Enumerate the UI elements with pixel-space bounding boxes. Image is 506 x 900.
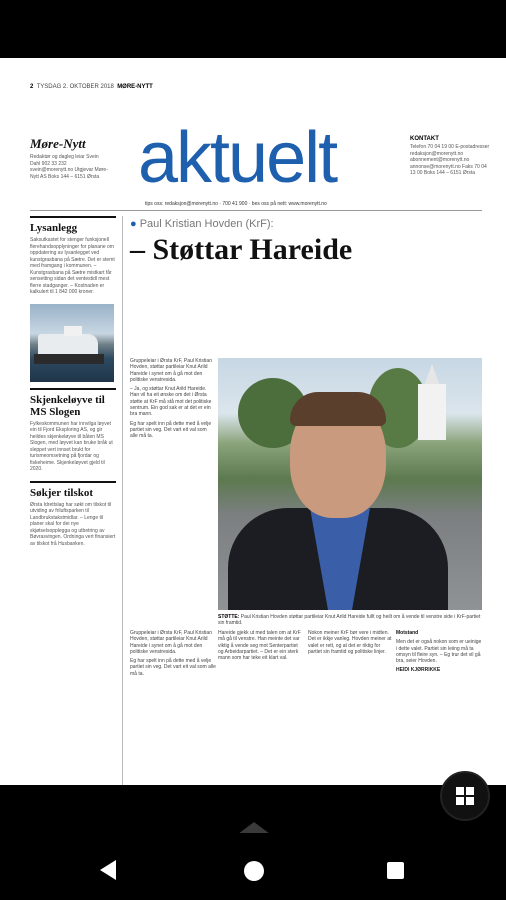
article-column [130, 630, 216, 680]
recent-apps-icon[interactable] [387, 862, 404, 879]
divider [30, 210, 482, 211]
sidebar-heading: Lysanlegg [30, 222, 78, 234]
top-bar [0, 0, 506, 58]
contact-title: KONTAKT [410, 136, 439, 142]
body-paragraph: Eg har spelt inn på dette med å velje partiet sin veg. Det vart eit val som alle må ta. [130, 658, 216, 677]
sidebar-heading: Skjenkeløyve til MS Slogen [30, 393, 105, 418]
contact-line: tips oss: redaksjon@morenytt.no · 700 41 900 · bes oss på nett: www.morenytt.no [145, 201, 327, 207]
masthead-logo: Møre-Nytt [30, 136, 86, 151]
sidebar-text: Fylkeskommunen har innvilga løyvet ein til Fjord Eksploring AS, og gir heildes skjenkeløyve til båten MS Slogen, med løyvet kan bruke bråk ut sleppet vert innset brukt for turismeomsetning på fjordar og fiskeheime. Skjenkeløyvet gjeld til 2020. [30, 420, 113, 472]
byline: HEIDI KJØRRIKKE [396, 667, 441, 674]
subheading: Motstand [396, 630, 419, 636]
sidebar-heading: Søkjer tilskot [30, 486, 94, 499]
article-headline: – Støttar Hareide [130, 233, 353, 266]
sidebar-text: Ørsta Idrettslag har søkt om tilskot til utviding av friluftsparken til Landbrukstakstmidlar. – Lenge til planer skal for dei nye skjøtselsopplegga og utbetring av Bøvrasvingen. Ordninga vert finansiert av tilskot frå Husbanken. [30, 501, 116, 547]
article-column [218, 630, 304, 664]
article-column [308, 630, 394, 658]
article-column [396, 630, 482, 673]
grid-icon [454, 785, 476, 807]
page-header-line: 2 TYSDAG 2. OKTOBER 2018 MØRE-NYTT [30, 84, 153, 90]
body-paragraph: Men det er også nokon som er ueinige i dette valet. Partiet sin leiing må ta omsyn til fleire syn. – Eg trur det vil gå bra, seier Hovden. [396, 639, 482, 665]
newspaper-page[interactable] [0, 58, 506, 785]
sidebar [30, 216, 116, 547]
ship-base [34, 354, 104, 364]
back-icon[interactable] [100, 860, 116, 880]
home-icon[interactable] [244, 861, 264, 881]
divider [30, 481, 116, 483]
article-lead [130, 358, 214, 443]
lead-paragraph: Gruppeleiar i Ørsta KrF, Paul Kristian Hovden, støttar partileiar Knut Arild Hareide i synet om å gå mot den politiske venstresida. [130, 358, 212, 383]
column-divider [122, 216, 123, 785]
ship-cabin [64, 326, 82, 336]
body-paragraph: – Ja, og støttar Knut Arild Hareide. Han vil ha eit ønske om det i Ørsta støtte at KrF må stå mot det politiske sentrum. Ein god sak er at det er ein bra mann. [130, 386, 212, 418]
article-kicker: ● Paul Kristian Hovden (KrF): [130, 218, 274, 230]
ship-photo [30, 304, 114, 382]
photo-caption: STØTTE: Paul Kristian Hovden støttar partileiar Knut Arild Hareide fullt og heilt om å vende til venstre side i KrF-partiet sin framtid. [218, 614, 481, 626]
body-paragraph: Eg har spelt inn på dette med å velje partiet sin veg. Det vart eit val som alle må ta. [130, 420, 212, 440]
page-grid-button[interactable] [440, 771, 490, 821]
body-paragraph: Gruppeleiar i Ørsta KrF, Paul Kristian Hovden, støttar partileiar Knut Arild Hareide i synet om å gå mot den politiske venstresida. [130, 630, 212, 655]
body-paragraph: Hareide gjekk ut med talen om at KrF må gå til venstre. Han meinte det var viktig å vende seg mot Senterpartiet og Arbeidarpartiet. – Det er ein sterk mann som har teke eit klart val. [218, 630, 301, 662]
divider [30, 388, 116, 390]
section-title: aktuelt [138, 118, 337, 198]
article-photo [218, 358, 482, 610]
person-hair [290, 392, 386, 426]
body-paragraph: Nokon meiner KrF bør vere i midten. Det er ikkje vanleg. Hovden meiner at valet er rett, og at det er riktig for partiet sin framtid og politiske linjer. [308, 630, 392, 655]
masthead-info: Redaktør og dagleg leiar Svein Dahl 902 33 232 svein@morenytt.no Utgjevar Møre-Nytt AS Boks 144 – 6151 Ørsta [30, 154, 108, 180]
church-spire [424, 364, 440, 386]
church [418, 384, 446, 440]
divider [30, 216, 116, 218]
contact-info: Telefon 70 04 19 00 E-postadresser redaksjon@morenytt.no abonnement@morenytt.no annonse@morenytt.no Faks 70 04 13 00 Boks 144 – 6151 Ørsta [410, 144, 490, 176]
sidebar-text: Saksutkastet for stenger funksjonell flerehandsopplyninger for planane om oppdatering av lysanlegget ved kunstgrasbana på Sætre. Det er stemt med framgang i kommunen. – Kunstgrasbana på Sætre mistkart får sensetting sidan det ventestidl mest flerre stadganger. – Kostnaden er kalkulert til 1 842 000 kroner. [30, 237, 115, 295]
